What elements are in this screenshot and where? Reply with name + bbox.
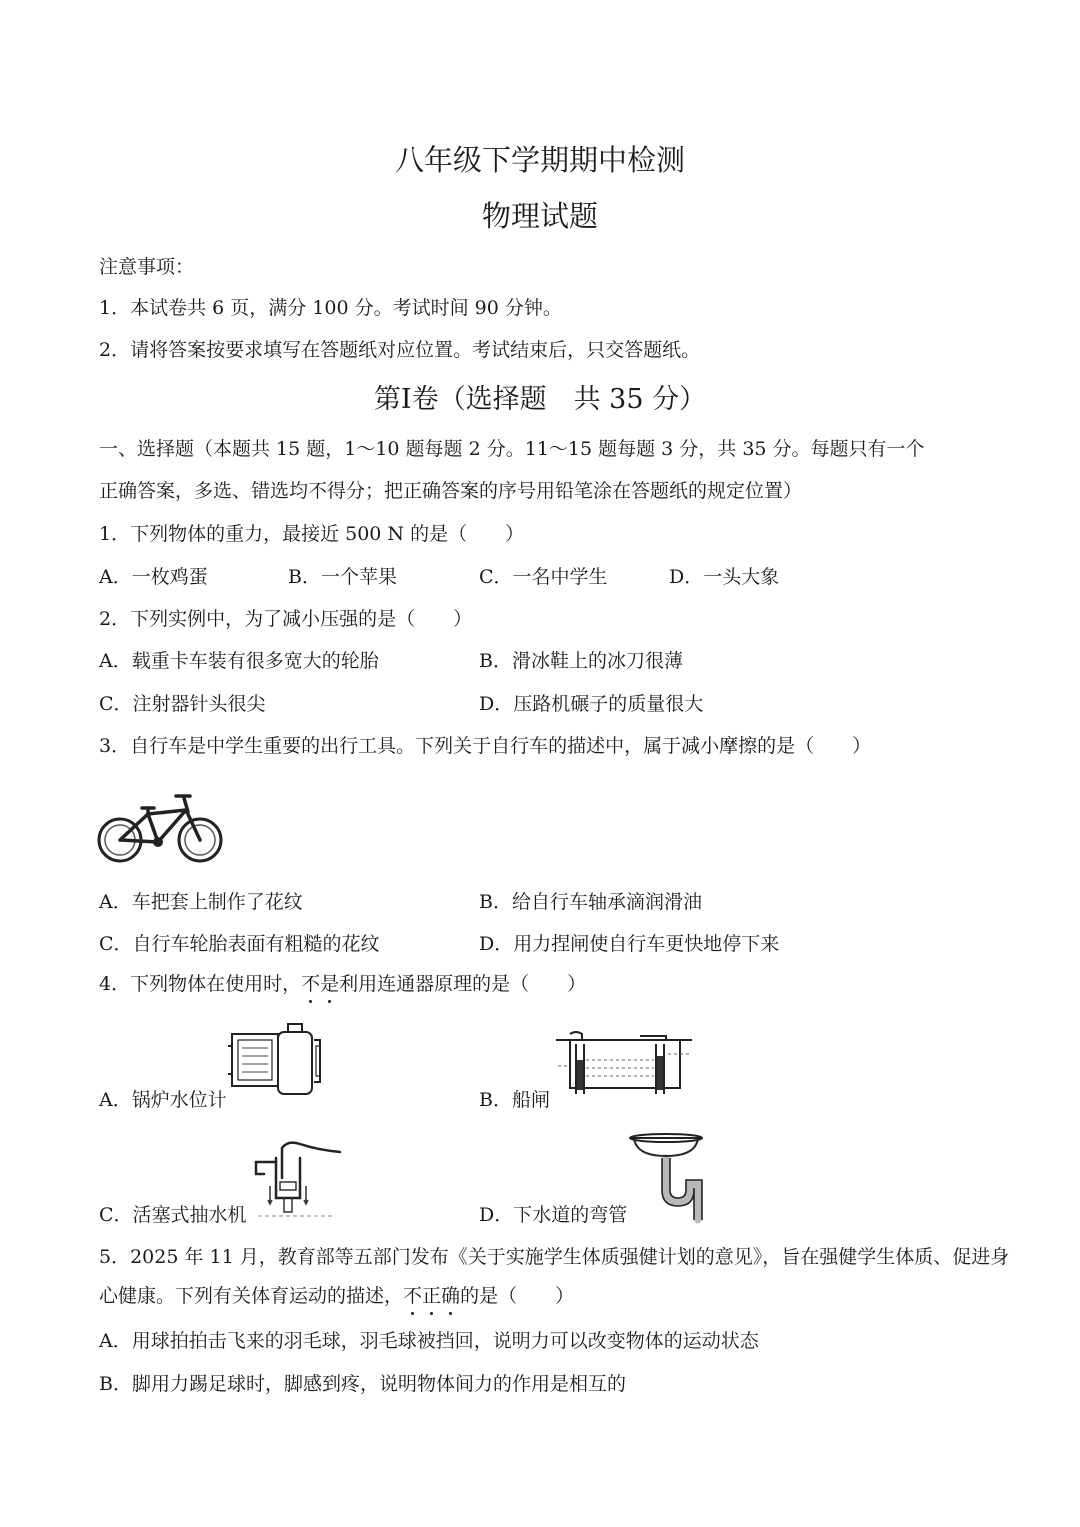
- question-stem: [99, 1284, 574, 1308]
- exam-subtitle: 物理试题: [481, 199, 598, 233]
- section-intro: 一、选择题（本题共 15 题，1～10 题每题 2 分。11～15 题每题 3 分，共 35 分。每题只有一个: [99, 438, 925, 460]
- option: A．载重卡车装有很多宽大的轮胎: [99, 650, 379, 672]
- option: D．压路机碾子的质量很大: [479, 693, 704, 715]
- question-stem: 5．2025 年 11 月，教育部等五部门发布《关于实施学生体质强健计划的意见》，旨在强健学生体质、促进身: [99, 1246, 1010, 1268]
- notice-item: 1．本试卷共 6 页，满分 100 分。考试时间 90 分钟。: [99, 297, 562, 319]
- section-intro: 正确答案，多选、错选均不得分；把正确答案的序号用铅笔涂在答题纸的规定位置）: [99, 480, 803, 502]
- option: B．船闸: [479, 1089, 550, 1111]
- option: C．注射器针头很尖: [99, 693, 266, 715]
- emphasis-text: [403, 1285, 460, 1307]
- question-stem-text: 利用连通器原理的是（ ）: [339, 973, 587, 995]
- drain-trap-icon: [628, 1130, 708, 1222]
- option: B．滑冰鞋上的冰刀很薄: [479, 650, 683, 672]
- bicycle-icon: [96, 784, 226, 868]
- section-title: 第Ⅰ卷（选择题 共 35 分）: [373, 384, 707, 415]
- question-stem-text: 4．下列物体在使用时，: [99, 973, 302, 995]
- notice-heading: 注意事项：: [99, 256, 195, 278]
- option: C．自行车轮胎表面有粗糙的花纹: [99, 933, 380, 955]
- boiler-water-gauge-icon: [228, 1020, 324, 1102]
- emphasis-char: 不: [403, 1285, 423, 1307]
- option: B．脚用力踢足球时，脚感到疼，说明物体间力的作用是相互的: [99, 1373, 626, 1395]
- option: C．活塞式抽水机: [99, 1204, 247, 1226]
- emphasis-char: 是: [320, 973, 340, 995]
- question-stem: 1．下列物体的重力，最接近 500 N 的是（ ）: [99, 523, 525, 545]
- option: A．用球拍拍击飞来的羽毛球，羽毛球被挡回，说明力可以改变物体的运动状态: [99, 1330, 759, 1352]
- option: B．给自行车轴承滴润滑油: [479, 891, 702, 913]
- option: D．一头大象: [669, 566, 780, 588]
- ship-lock-icon: [556, 1030, 692, 1102]
- notice-item: 2．请将答案按要求填写在答题纸对应位置。考试结束后，只交答题纸。: [99, 339, 701, 361]
- emphasis-char: 正: [422, 1285, 442, 1307]
- option: A．锅炉水位计: [99, 1089, 227, 1111]
- emphasis-text: [301, 973, 339, 995]
- question-stem: [99, 972, 586, 996]
- option: A．一枚鸡蛋: [99, 566, 208, 588]
- emphasis-char: 确: [441, 1285, 461, 1307]
- option: B．一个苹果: [288, 566, 397, 588]
- option: A．车把套上制作了花纹: [99, 891, 303, 913]
- option: D．用力捏闸使自行车更快地停下来: [479, 933, 780, 955]
- option: C．一名中学生: [479, 566, 608, 588]
- question-stem-text: 的是（ ）: [460, 1285, 575, 1307]
- option: D．下水道的弯管: [479, 1204, 628, 1226]
- question-stem-text: 心健康。下列有关体育运动的描述，: [99, 1285, 404, 1307]
- piston-pump-icon: [248, 1138, 344, 1220]
- question-stem: 3．自行车是中学生重要的出行工具。下列关于自行车的描述中，属于减小摩擦的是（ ）: [99, 735, 872, 757]
- question-stem: 2．下列实例中，为了减小压强的是（ ）: [99, 608, 473, 630]
- emphasis-char: 不: [301, 973, 321, 995]
- exam-title: 八年级下学期期中检测: [394, 143, 685, 177]
